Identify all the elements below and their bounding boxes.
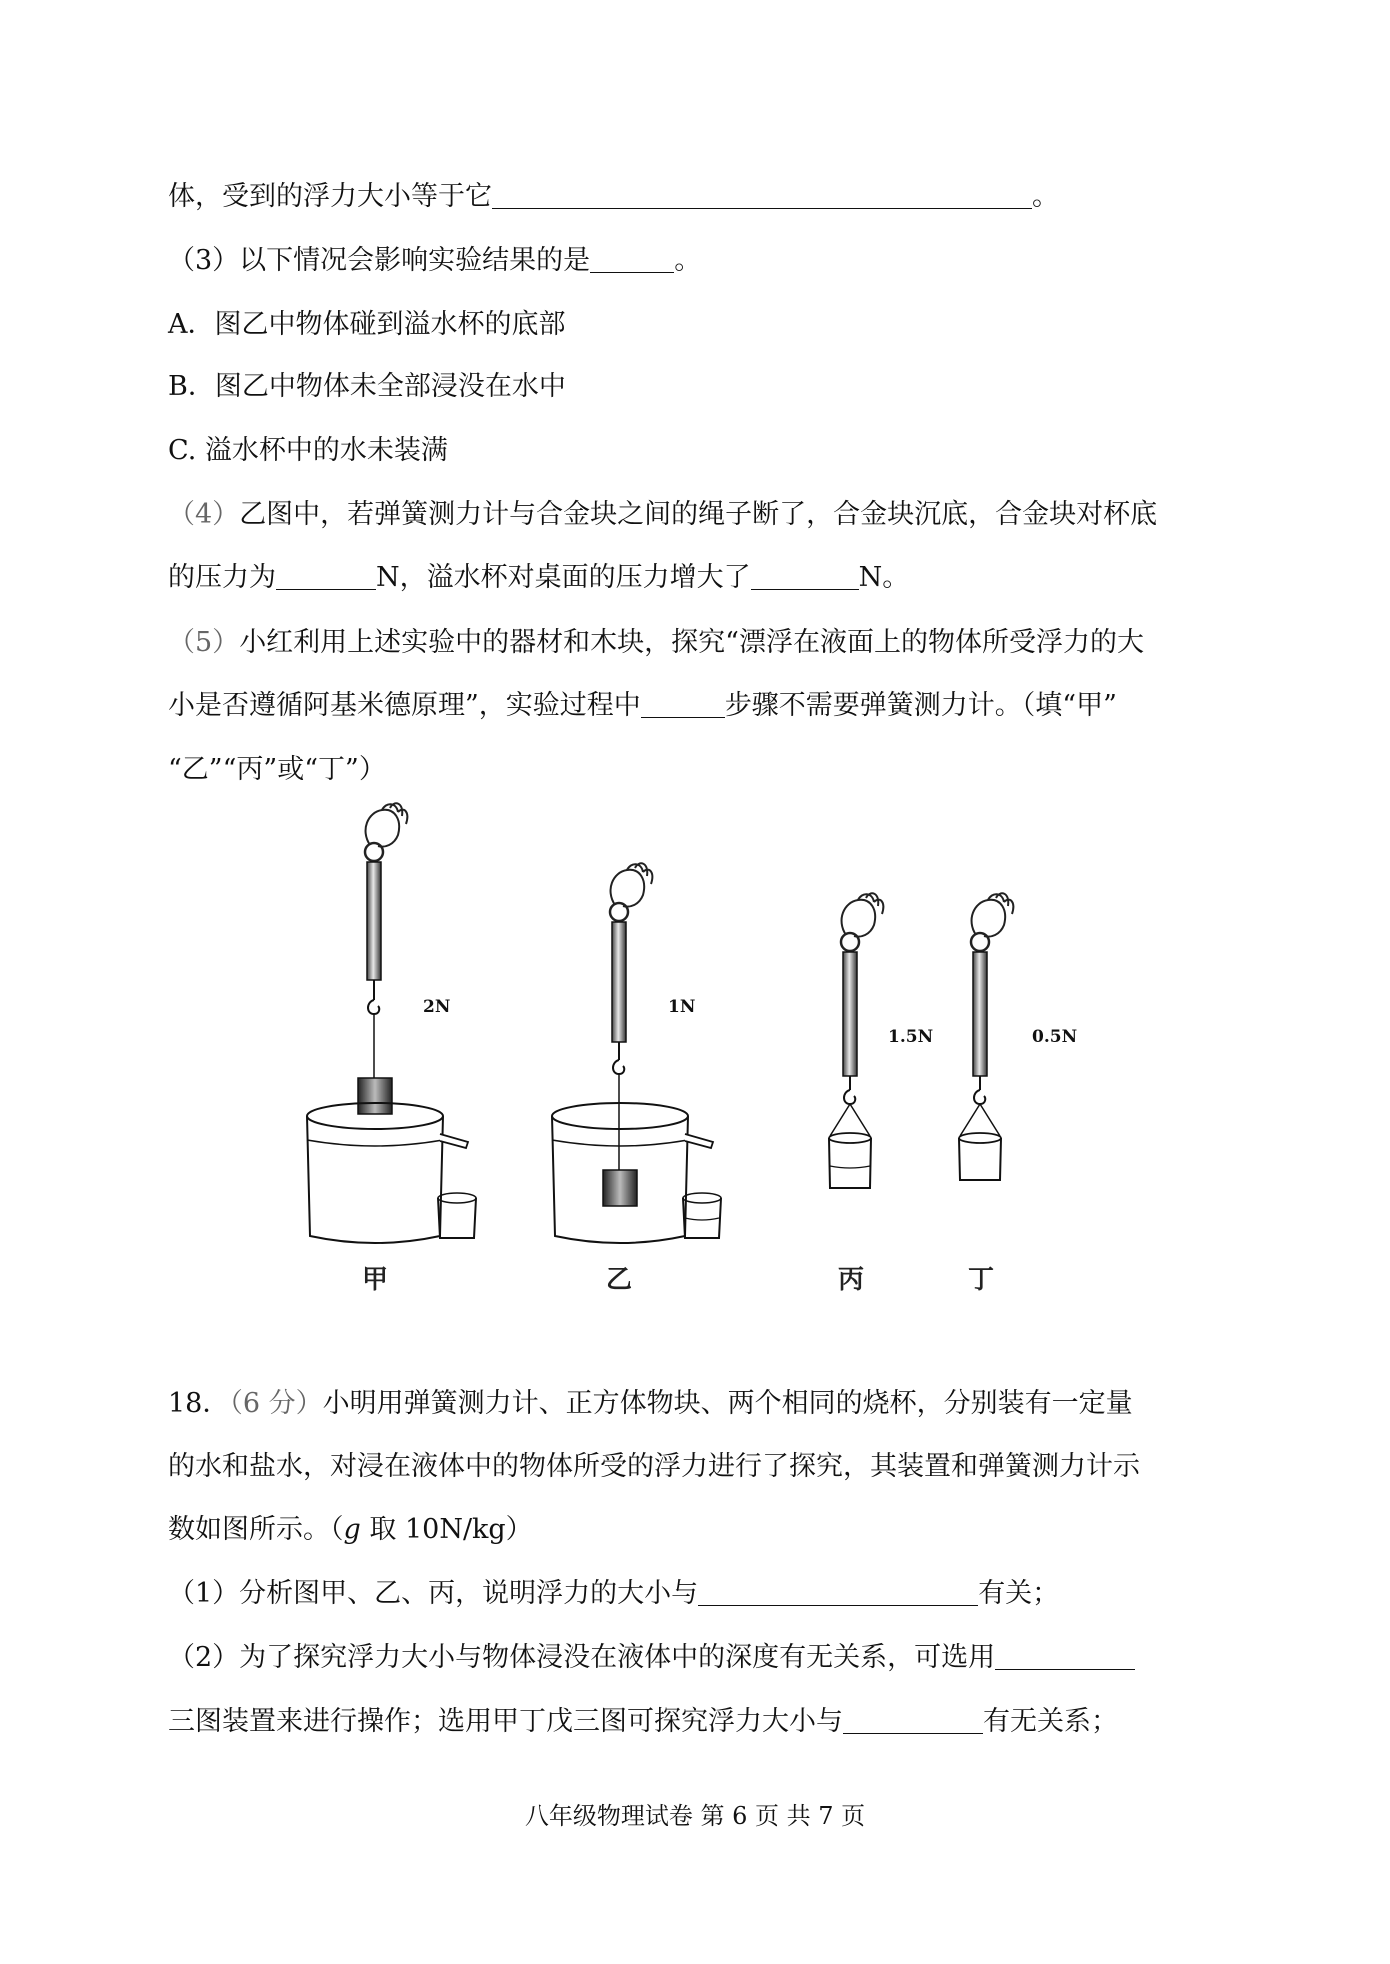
caption-ding: 丁 [968, 1265, 995, 1295]
option-c: C. 溢水杯中的水未装满 [168, 435, 448, 466]
hand-icon [972, 893, 1014, 936]
question-5: （5）小红利用上述实验中的器材和木块，探究“漂浮在液面上的物体所受浮力的大 [168, 627, 1144, 658]
option-a: A．图乙中物体碰到溢水杯的底部 [168, 309, 566, 340]
answer-blank[interactable] [641, 689, 725, 718]
caption-yi: 乙 [606, 1265, 633, 1295]
question-18-part-2-line-2: 三图装置来进行操作；选用甲丁戊三图可探究浮力大小与 有无关系； [168, 1706, 1118, 1737]
hand-icon [366, 803, 408, 846]
question-18-part-1: （1）分析图甲、乙、丙，说明浮力的大小与 有关； [168, 1578, 1060, 1609]
page-footer: 八年级物理试卷 第 6 页 共 7 页 [524, 1802, 866, 1830]
question-18-line-2: 的水和盐水，对浸在液体中的物体所受的浮力进行了探究，其装置和弹簧测力计示 [168, 1451, 1140, 1482]
answer-blank[interactable] [492, 180, 1032, 209]
question-5-line-3: “乙”“丙”或“丁”） [168, 754, 386, 785]
answer-blank[interactable] [590, 244, 674, 273]
setup-bing [829, 893, 883, 1188]
answer-blank[interactable] [698, 1577, 978, 1606]
setup-jia [307, 803, 476, 1243]
reading-jia: 2N [423, 997, 451, 1017]
setup-ding [959, 893, 1013, 1180]
caption-bing: 丙 [838, 1265, 865, 1295]
reading-bing: 1.5N [888, 1027, 934, 1047]
question-18: 18．（6 分）小明用弹簧测力计、正方体物块、两个相同的烧杯，分别装有一定量 [168, 1388, 1133, 1419]
text-line-1: 体，受到的浮力大小等于它 。 [168, 181, 1059, 212]
answer-blank[interactable] [751, 561, 859, 590]
option-b: B．图乙中物体未全部浸没在水中 [168, 371, 566, 402]
answer-blank[interactable] [276, 561, 376, 590]
question-18-part-2: （2）为了探究浮力大小与物体浸没在液体中的深度有无关系，可选用 [168, 1638, 1135, 1678]
hand-icon [842, 893, 884, 936]
question-3: （3）以下情况会影响实验结果的是 。 [168, 245, 702, 276]
question-18-line-3: 数如图所示。（g 取 10N/kg） [168, 1514, 533, 1545]
caption-jia: 甲 [362, 1265, 389, 1295]
answer-blank[interactable] [995, 1641, 1135, 1670]
question-5-line-2: 小是否遵循阿基米德原理”，实验过程中 步骤不需要弹簧测力计。（填“甲” [168, 690, 1117, 721]
reading-yi: 1N [668, 997, 696, 1017]
question-4: （4）乙图中，若弹簧测力计与合金块之间的绳子断了，合金块沉底，合金块对杯底 [168, 499, 1158, 530]
answer-blank[interactable] [843, 1705, 983, 1734]
question-4-line-2: 的压力为 N，溢水杯对桌面的压力增大了 N。 [168, 562, 910, 593]
hand-icon [611, 863, 653, 906]
reading-ding: 0.5N [1032, 1027, 1078, 1047]
experiment-figure [290, 790, 1110, 1320]
setup-yi [552, 863, 721, 1243]
